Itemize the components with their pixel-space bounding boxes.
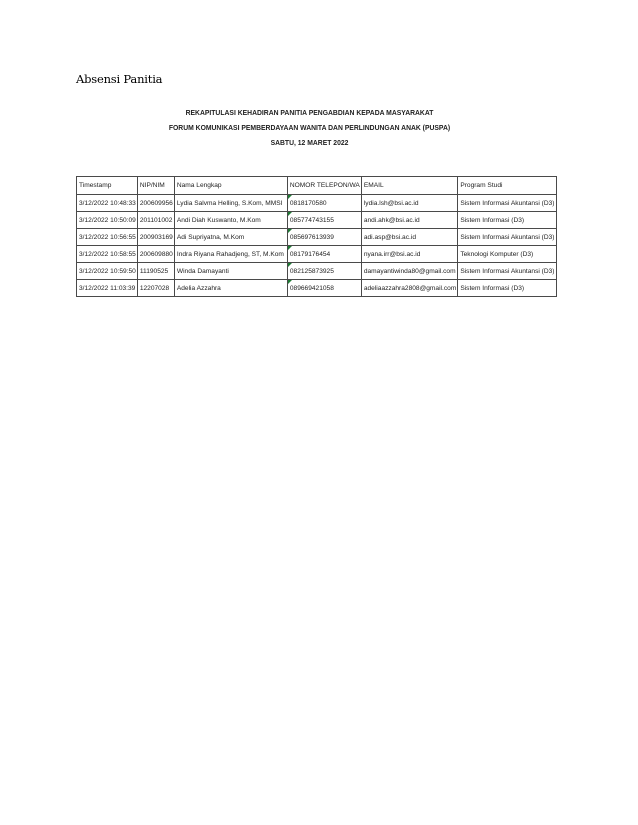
cell-marker-icon	[288, 195, 292, 199]
cell-nip: 11190525	[137, 263, 174, 280]
table-row	[77, 280, 557, 297]
cell-email: adeliaazzahra2808@gmail.com	[361, 280, 457, 297]
cell-program: Teknologi Komputer (D3)	[458, 246, 556, 263]
cell-timestamp: 3/12/2022 10:50:09	[77, 212, 138, 229]
cell-phone-text: 082125873925	[289, 267, 334, 275]
cell-nip: 201101002	[137, 212, 174, 229]
cell-timestamp: 3/12/2022 10:56:55	[77, 229, 138, 246]
cell-name: Lydia Salvma Helling, S.Kom, MMSI	[174, 195, 287, 212]
cell-nip: 200609956	[137, 195, 174, 212]
cell-name: Winda Damayanti	[174, 263, 287, 280]
header-nip: NIP/NIM	[137, 177, 174, 195]
cell-email: lydia.lsh@bsi.ac.id	[361, 195, 457, 212]
header-name: Nama Lengkap	[174, 177, 287, 195]
document-title-line-1: REKAPITULASI KEHADIRAN PANITIA PENGABDIAN KEPADA MASYARAKAT	[185, 108, 434, 117]
header-timestamp: Timestamp	[77, 177, 138, 195]
cell-phone	[287, 229, 361, 246]
cell-marker-icon	[288, 263, 292, 267]
cell-email: adi.asp@bsi.ac.id	[361, 229, 457, 246]
cell-email: nyana.irr@bsi.ac.id	[361, 246, 457, 263]
cell-name: Indra Riyana Rahadjeng, ST, M.Kom	[174, 246, 287, 263]
header-program: Program Studi	[458, 177, 556, 195]
cell-program: Sistem Informasi Akuntansi (D3)	[458, 195, 556, 212]
table-row	[77, 246, 557, 263]
table-row	[77, 212, 557, 229]
cell-phone-text: 089669421058	[289, 284, 334, 292]
cell-program: Sistem Informasi Akuntansi (D3)	[458, 263, 556, 280]
header-phone: NOMOR TELEPON/WA	[287, 177, 361, 195]
document-title-line-2: FORUM KOMUNIKASI PEMBERDAYAAN WANITA DAN PERLINDUNGAN ANAK (PUSPA)	[168, 123, 451, 132]
table-row	[77, 263, 557, 280]
cell-name: Adi Supriyatna, M.Kom	[174, 229, 287, 246]
cell-phone-text: 08179176454	[289, 250, 331, 258]
cell-program: Sistem Informasi Akuntansi (D3)	[458, 229, 556, 246]
cell-phone-text: 085774743155	[289, 216, 334, 224]
cell-program: Sistem Informasi (D3)	[458, 280, 556, 297]
attendance-table	[76, 176, 557, 297]
cell-nip: 12207028	[137, 280, 174, 297]
cell-nip: 200903169	[137, 229, 174, 246]
table-header-row	[77, 177, 557, 195]
cell-phone	[287, 246, 361, 263]
cell-marker-icon	[288, 246, 292, 250]
document-date: SABTU, 12 MARET 2022	[270, 138, 349, 147]
cell-nip: 200609880	[137, 246, 174, 263]
cell-phone	[287, 195, 361, 212]
cell-phone	[287, 280, 361, 297]
cell-timestamp: 3/12/2022 10:48:33	[77, 195, 138, 212]
cell-email: andi.ahk@bsi.ac.id	[361, 212, 457, 229]
cell-name: Adelia Azzahra	[174, 280, 287, 297]
document-title-block	[95, 107, 525, 149]
cell-marker-icon	[288, 280, 292, 284]
cell-timestamp: 3/12/2022 11:03:39	[77, 280, 138, 297]
cell-phone-text: 085697613939	[289, 233, 334, 241]
cell-email: damayantiwinda80@gmail.com	[361, 263, 457, 280]
cell-timestamp: 3/12/2022 10:58:55	[77, 246, 138, 263]
header-email: EMAIL	[361, 177, 457, 195]
cell-phone	[287, 212, 361, 229]
table-row	[77, 229, 557, 246]
cell-name: Andi Diah Kuswanto, M.Kom	[174, 212, 287, 229]
page-heading: Absensi Panitia	[76, 72, 163, 86]
cell-phone	[287, 263, 361, 280]
cell-timestamp: 3/12/2022 10:59:50	[77, 263, 138, 280]
cell-program: Sistem Informasi (D3)	[458, 212, 556, 229]
cell-marker-icon	[288, 212, 292, 216]
table-row	[77, 195, 557, 212]
cell-phone-text: 0818170580	[289, 199, 327, 207]
cell-marker-icon	[288, 229, 292, 233]
